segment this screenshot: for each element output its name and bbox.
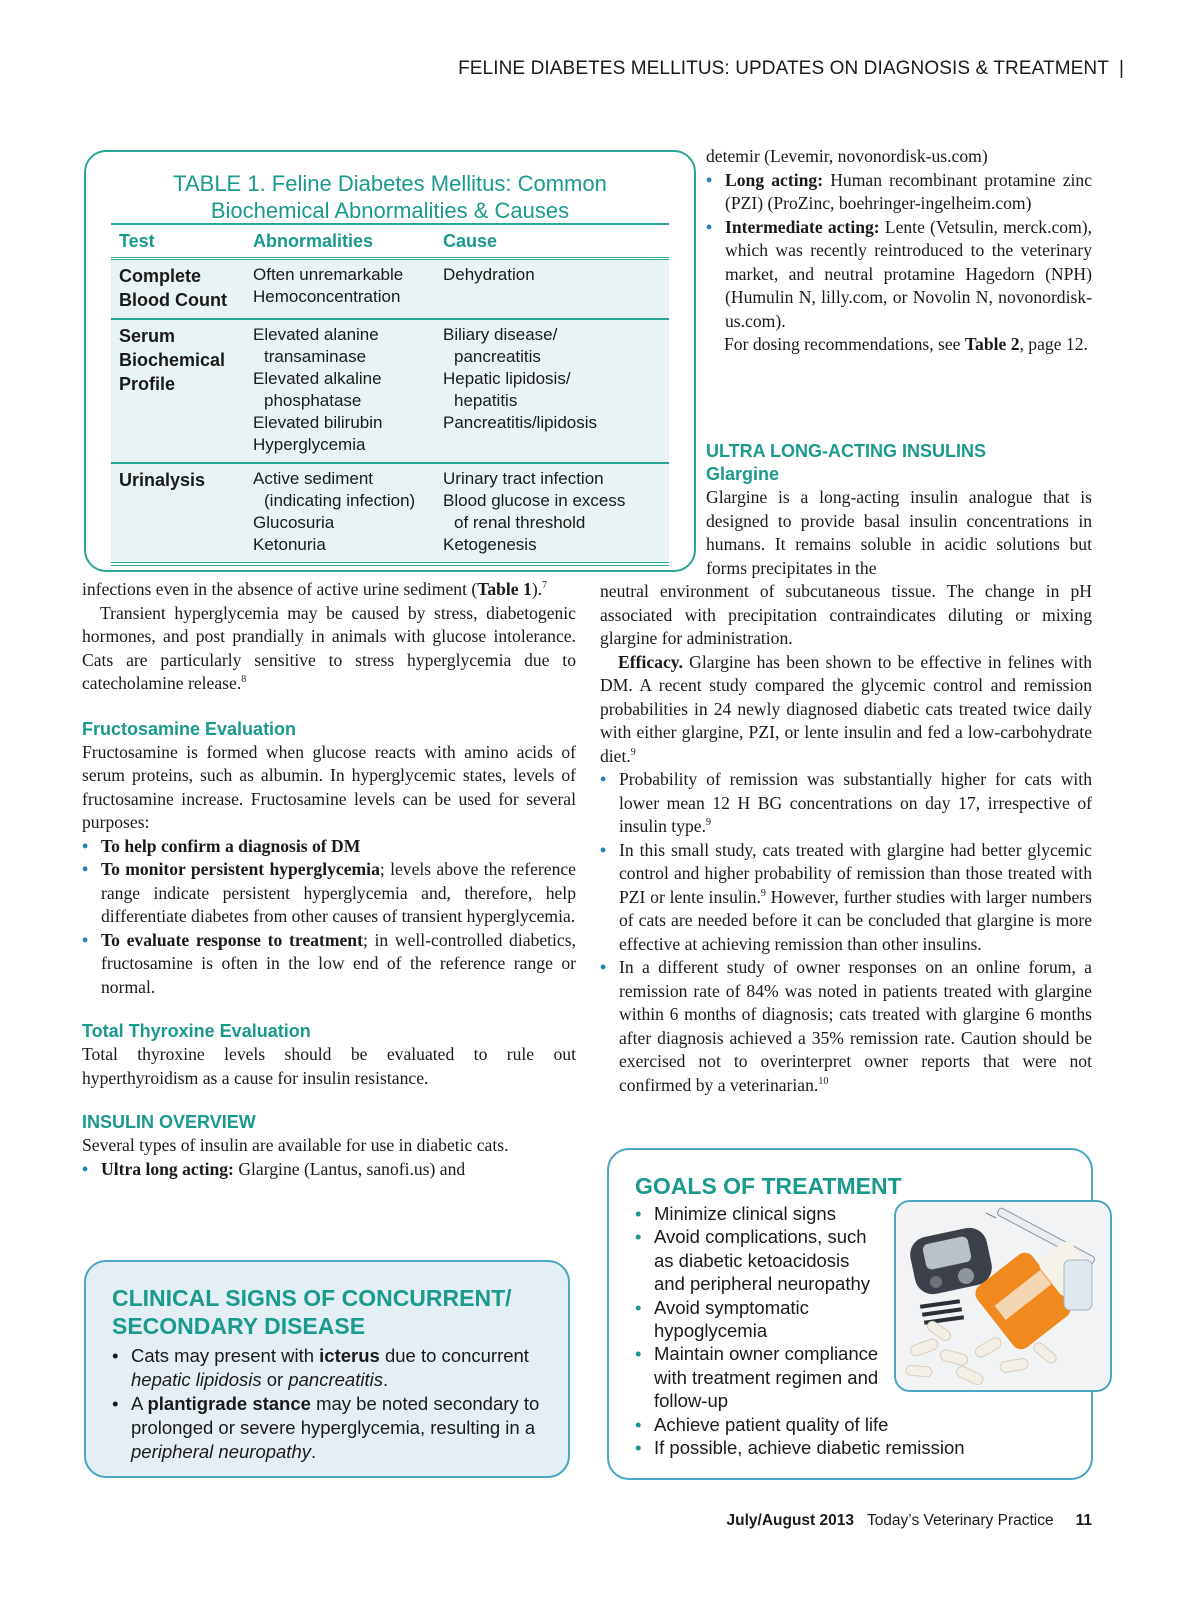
text: To evaluate response to treatment [101,929,363,950]
cell-line: Dehydration [443,265,535,284]
cell-cause [435,319,669,463]
cell-line: Urinalysis [119,470,206,490]
cell-line: Ketogenesis [443,535,537,554]
cell-line: Biochemical [119,350,226,370]
text: due to concurrent [379,1345,529,1366]
table-1-title-line-1: TABLE 1. Feline Diabetes Mellitus: Common [173,171,607,196]
paragraph [600,651,1092,769]
list-item [112,1392,548,1464]
cell-test [111,259,245,320]
right-column-wide [600,580,1092,1097]
biochemical-table [111,223,669,566]
paragraph: Several types of insulin are available for use in diabetic cats. [82,1135,509,1155]
cell-line: Hemoconcentration [253,287,401,306]
cell-line: Active sediment [253,469,373,488]
text: A [131,1393,148,1414]
text: plantigrade stance [147,1393,311,1414]
clinical-signs-box [84,1260,570,1478]
running-head-bar: | [1118,58,1124,79]
fructosamine-list [82,835,576,1000]
table-reference: Table 1 [477,579,532,599]
table-1-box [84,150,696,572]
footer-issue: July/August 2013 [726,1512,855,1529]
list-item: • Achieve patient quality of life [635,1413,1074,1436]
paragraph [82,602,576,696]
paragraph: Total thyroxine levels should be evaluated to rule out hyperthyroidism as a cause for insulin resistance. [82,1044,576,1088]
text: ; in well-controlled diabetics, fructosamine is often in the low end of the reference range or normal. [101,929,576,997]
col-header-abnormalities: Abnormalities [245,224,435,259]
table-row-urinalysis [111,463,669,564]
list-item: • Maintain owner compliance with treatment regimen and follow-up [635,1342,884,1412]
list-item [600,839,1092,957]
table-row-cbc [111,259,669,320]
cell-test [111,463,245,564]
cell-line: Profile [119,374,176,394]
goals-title: GOALS OF TREATMENT [635,1173,902,1199]
cell-line: Blood glucose in excess [443,491,626,510]
table-1-title [86,170,694,224]
table-1-title-line-2: Biochemical Abnormalities & Causes [210,198,570,223]
list-item [706,169,1092,216]
list-item [112,1344,548,1392]
right-column-mid [706,440,1092,580]
text: . [382,1369,389,1390]
cell-line: Often unremarkable [253,265,404,284]
cell-cause [435,259,669,320]
text: may be noted secondary to prolonged or severe hyperglycemia, resulting in a [131,1393,540,1438]
list-item: • Avoid complications, such as diabetic ketoacidosis and peripheral neuropathy [635,1225,884,1295]
heading-fructosamine: Fructosamine Evaluation [82,718,297,739]
left-column [82,578,576,1181]
cell-line: Complete [119,266,202,286]
table-header-row [111,224,669,259]
paragraph: neutral environment of subcutaneous tissue. The change in pH associated with precipitation contraindicates diluting or mixing glargine for administration. [600,581,1092,648]
cell-line: phosphatase [264,391,362,410]
text: Transient hyperglycemia may be caused by stress, diabetogenic hormones, and post prandially in animals with glucose intolerance. Cats are particularly sensitive to stress hyperglycemia due to catecholamine release. [82,602,576,693]
citation: 8 [241,674,247,686]
paragraph: detemir (Levemir, novonordisk-us.com) [706,146,988,166]
citation: 7 [542,580,548,592]
cell-line: transaminase [264,347,367,366]
cell-line: Blood Count [119,290,227,310]
text: In a different study of owner responses on an online forum, a remission rate of 84% was noted in patients treated with glargine within 6 months of diagnosis; cats treated with glargine 6 months after diagnosis achieved a 35% remission rate. Caution should be exercised not to overinterpret owner reports that were not confirmed by a veterinarian. [619,957,1092,1095]
text: Cats may present with [131,1345,320,1366]
paragraph [706,333,1092,357]
heading-ultra-long-acting: ULTRA LONG-ACTING INSULINS [706,441,986,461]
cell-line: Elevated alanine [253,325,379,344]
text: Efficacy. [618,651,683,672]
list-item [82,929,576,1000]
cell-line: hepatitis [454,391,518,410]
cell-line: Biliary disease/ [443,325,558,344]
running-head-title: FELINE DIABETES MELLITUS: UPDATES ON DIAGNOSIS & TREATMENT [458,58,1109,79]
text: Long acting: [725,169,824,190]
clinical-signs-title [112,1284,552,1340]
cell-abnormalities [245,463,435,564]
insulin-list-continued [706,169,1092,334]
list-item [600,956,1092,1097]
right-column-top [706,145,1092,357]
paragraph [82,578,576,602]
cell-line: Elevated alkaline [253,369,382,388]
cell-line: Elevated bilirubin [253,413,383,432]
text: Glargine (Lantus, sanofi.us) and [233,1158,466,1179]
table-reference: Table 2 [964,334,1020,354]
text: For dosing recommendations, see [724,334,965,354]
text: Ultra long acting: [101,1158,234,1179]
cell-line: pancreatitis [454,347,541,366]
text: To help confirm a diagnosis of DM [101,835,361,856]
list-item [706,216,1092,334]
text: Lente (Vetsulin, merck.com), which was recently reintroduced to the veterinary market, and neutral protamine Hagedorn (NPH) (Humulin N, lilly.com, or Novolin N, novonordisk-us.com). [725,216,1093,331]
page-footer [0,1512,1092,1530]
list-item: • Avoid symptomatic hypoglycemia [635,1296,884,1343]
cell-line: Urinary tract infection [443,469,604,488]
list-item: • Minimize clinical signs [635,1202,884,1225]
text: However, further studies with larger numbers of cats are needed before it can be concluded that glargine is more effective at achieving remission than other insulins. [619,886,1092,954]
cell-line: (indicating infection) [264,491,416,510]
text: hepatic lipidosis [131,1369,262,1390]
insulin-list [82,1158,576,1182]
text: infections even in the absence of active urine sediment ( [82,579,478,599]
text: , page 12. [1019,334,1088,354]
cell-line: Hyperglycemia [253,435,366,454]
text: Probability of remission was substantially higher for cats with lower mean 12 H BG concentrations on day 17, irrespective of insulin type. [619,769,1092,836]
text: To monitor persistent hyperglycemia [101,859,380,879]
diabetes-supplies-photo [894,1200,1112,1392]
cell-cause [435,463,669,564]
cell-line: Pancreatitis/lipidosis [443,413,598,432]
paragraph: Glargine is a long-acting insulin analogue that is designed to provide basal insulin concentrations in humans. It remains soluble in acidic solutions but forms precipitates in the [706,487,1092,578]
text: Intermediate acting: [725,216,880,237]
text: . [311,1441,317,1462]
paragraph: Fructosamine is formed when glucose reacts with amino acids of serum proteins, such as albumin. In hyperglycemic states, levels of fructosamine increase. Fructosamine levels can be used for several purposes: [82,741,576,832]
text: or [261,1369,289,1390]
heading-glargine: Glargine [706,464,780,484]
cell-line: of renal threshold [454,513,586,532]
text: ). [531,579,543,599]
list-item [600,768,1092,839]
list-item: • If possible, achieve diabetic remission [635,1436,1074,1459]
text: pancreatitis [288,1369,383,1390]
heading-thyroxine: Total Thyroxine Evaluation [82,1021,311,1041]
text: ; levels above the reference range indicate persistent hyperglycemia and, therefore, help differentiate diabetes from other causes of transient hyperglycemia. [101,859,576,926]
list-item [82,835,576,859]
title-line: CLINICAL SIGNS OF CONCURRENT/ [112,1285,512,1311]
text: icterus [319,1345,380,1366]
col-header-test: Test [111,224,245,259]
col-header-cause: Cause [435,224,669,259]
list-item [82,1158,576,1182]
list-item [82,858,576,929]
cell-line: Glucosuria [253,513,335,532]
title-line: SECONDARY DISEASE [112,1313,366,1339]
citation: 10 [818,1075,829,1087]
cell-test [111,319,245,463]
efficacy-list [600,768,1092,1097]
running-head [0,58,1124,80]
text: Human recombinant protamine zinc (PZI) (ProZinc, boehringer-ingelheim.com) [725,169,1093,213]
cell-abnormalities [245,319,435,463]
text: peripheral neuropathy [131,1441,311,1462]
cell-abnormalities [245,259,435,320]
heading-insulin-overview: INSULIN OVERVIEW [82,1112,256,1132]
clinical-signs-list [112,1344,548,1464]
citation: 9 [630,746,636,758]
citation: 9 [706,817,711,829]
cell-line: Hepatic lipidosis/ [443,369,571,388]
text: In this small study, cats treated with glargine had better glycemic control and higher probability of remission than those treated with PZI or lente insulin. [619,839,1092,907]
text: Glargine has been shown to be effective in felines with DM. A recent study compared the glycemic control and remission probabilities in 24 newly diagnosed diabetic cats treated twice daily with either glargine, PZI, or lente insulin and fed a low-carbohydrate diet. [600,651,1092,766]
page-number: 11 [1075,1512,1092,1529]
cell-line: Ketonuria [253,535,326,554]
cell-line: Serum [119,326,176,346]
table-row-serum [111,319,669,463]
citation: 9 [760,887,766,899]
diabetes-supplies-illustration [896,1202,1110,1390]
footer-journal: Today’s Veterinary Practice [866,1512,1054,1529]
vial-icon [1064,1260,1092,1310]
